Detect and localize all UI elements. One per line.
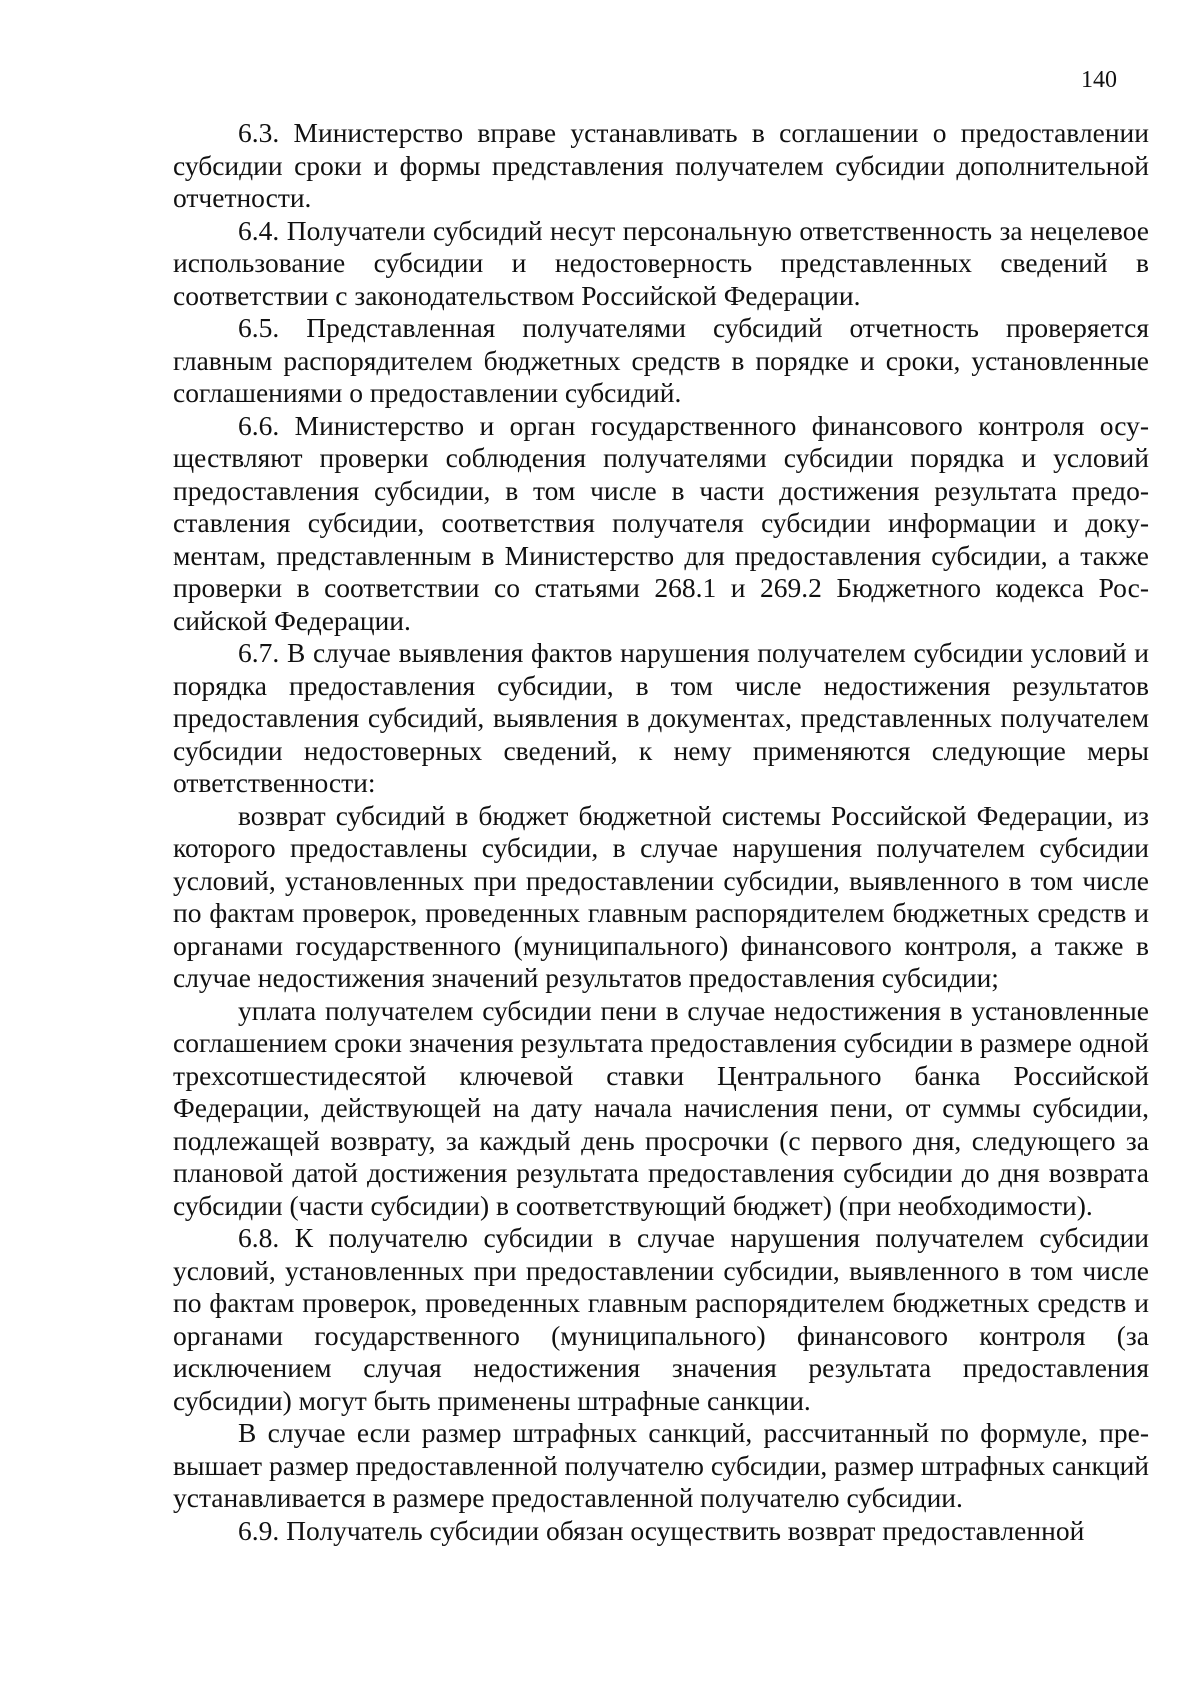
paragraph-6-9: 6.9. Получатель субсидии обязан осуществить возврат предоставленной bbox=[238, 1514, 1085, 1546]
paragraph-6-6: 6.6. Министерство и орган государственного финансового контроля осуществляют проверки соблюдения получателями субсидии порядка и условий предоставления субсидии, в том числе в части достижения результата предоставления субсидии, соответствия получателя субсидии информации и документам, представленным в Министерство для предоставления субсидии, а также проверки в соответствии со статьями 268.1 и 269.2 Бюджетного кодекса Российской Федерации. bbox=[173, 409, 1149, 636]
paragraph-6-7-refund: возврат субсидий в бюджет бюджетной системы Российской Федерации, из которого предоставлены субсидии, в случае нарушения получателем субсидии условий, установленных при предоставлении субсидии, выявленного в том числе по фактам проверок, проведенных главным распорядителем бюджетных средств и органами государственного (муниципального) финансового контроля, а также в случае недостижения значений результатов предоставления субсидии; bbox=[173, 799, 1149, 993]
page-number: 140 bbox=[1081, 67, 1117, 93]
paragraph-6-3: 6.3. Министерство вправе устанавливать в соглашении о предоставлении субсидии сроки и формы представления получателем субсидии дополнительной отчетности. bbox=[173, 117, 1149, 213]
paragraph-6-4: 6.4. Получатели субсидий несут персональную ответственность за нецелевое использование субсидии и недостоверность представленных сведений в соответствии с законодательством Российской Федерации. bbox=[173, 214, 1149, 311]
document-body bbox=[173, 117, 1149, 1547]
paragraph-6-8: 6.8. К получателю субсидии в случае нарушения получателем субсидии условий, установленных при предоставлении субсидии, выявленного в том числе по фактам проверок, проведенных главным распорядителем бюджетных средств и органами государственного (муниципального) финансового контроля (за исключением случая недостижения значения результата предоставления субсидии) могут быть применены штрафные санкции. bbox=[173, 1222, 1149, 1416]
paragraph-6-5: 6.5. Представленная получателями субсидий отчетность проверяется главным распорядителем бюджетных средств в порядке и сроки, установленные соглашениями о предоставлении субсидий. bbox=[173, 312, 1149, 408]
paragraph-6-7-penalty: уплата получателем субсидии пени в случае недостижения в установленные соглашением сроки значения результата предоставления субсидии в размере одной трехсотшестидесятой ключевой ставки Центрального банка Российской Федерации, действующей на дату начала начисления пени, от суммы субсидии, подлежащей возврату, за каждый день просрочки (с первого дня, следующего за плановой датой достижения результата предоставления субсидии до дня возврата субсидии (части субсидии) в соответствующий бюджет) (при необходимости). bbox=[173, 994, 1149, 1221]
paragraph-6-7: 6.7. В случае выявления фактов нарушения получателем субсидии условий и порядка предоставления субсидии, в том числе недостижения результатов предоставления субсидий, выявления в документах, представленных получателем субсидии недостоверных сведений, к нему применяются следующие меры ответственности: bbox=[173, 637, 1149, 798]
paragraph-6-8-fines: В случае если размер штрафных санкций, рассчитанный по формуле, превышает размер предоставленной получателю субсидии, размер штрафных санкций устанавливается в размере предоставленной получателю субсидии. bbox=[173, 1417, 1149, 1513]
